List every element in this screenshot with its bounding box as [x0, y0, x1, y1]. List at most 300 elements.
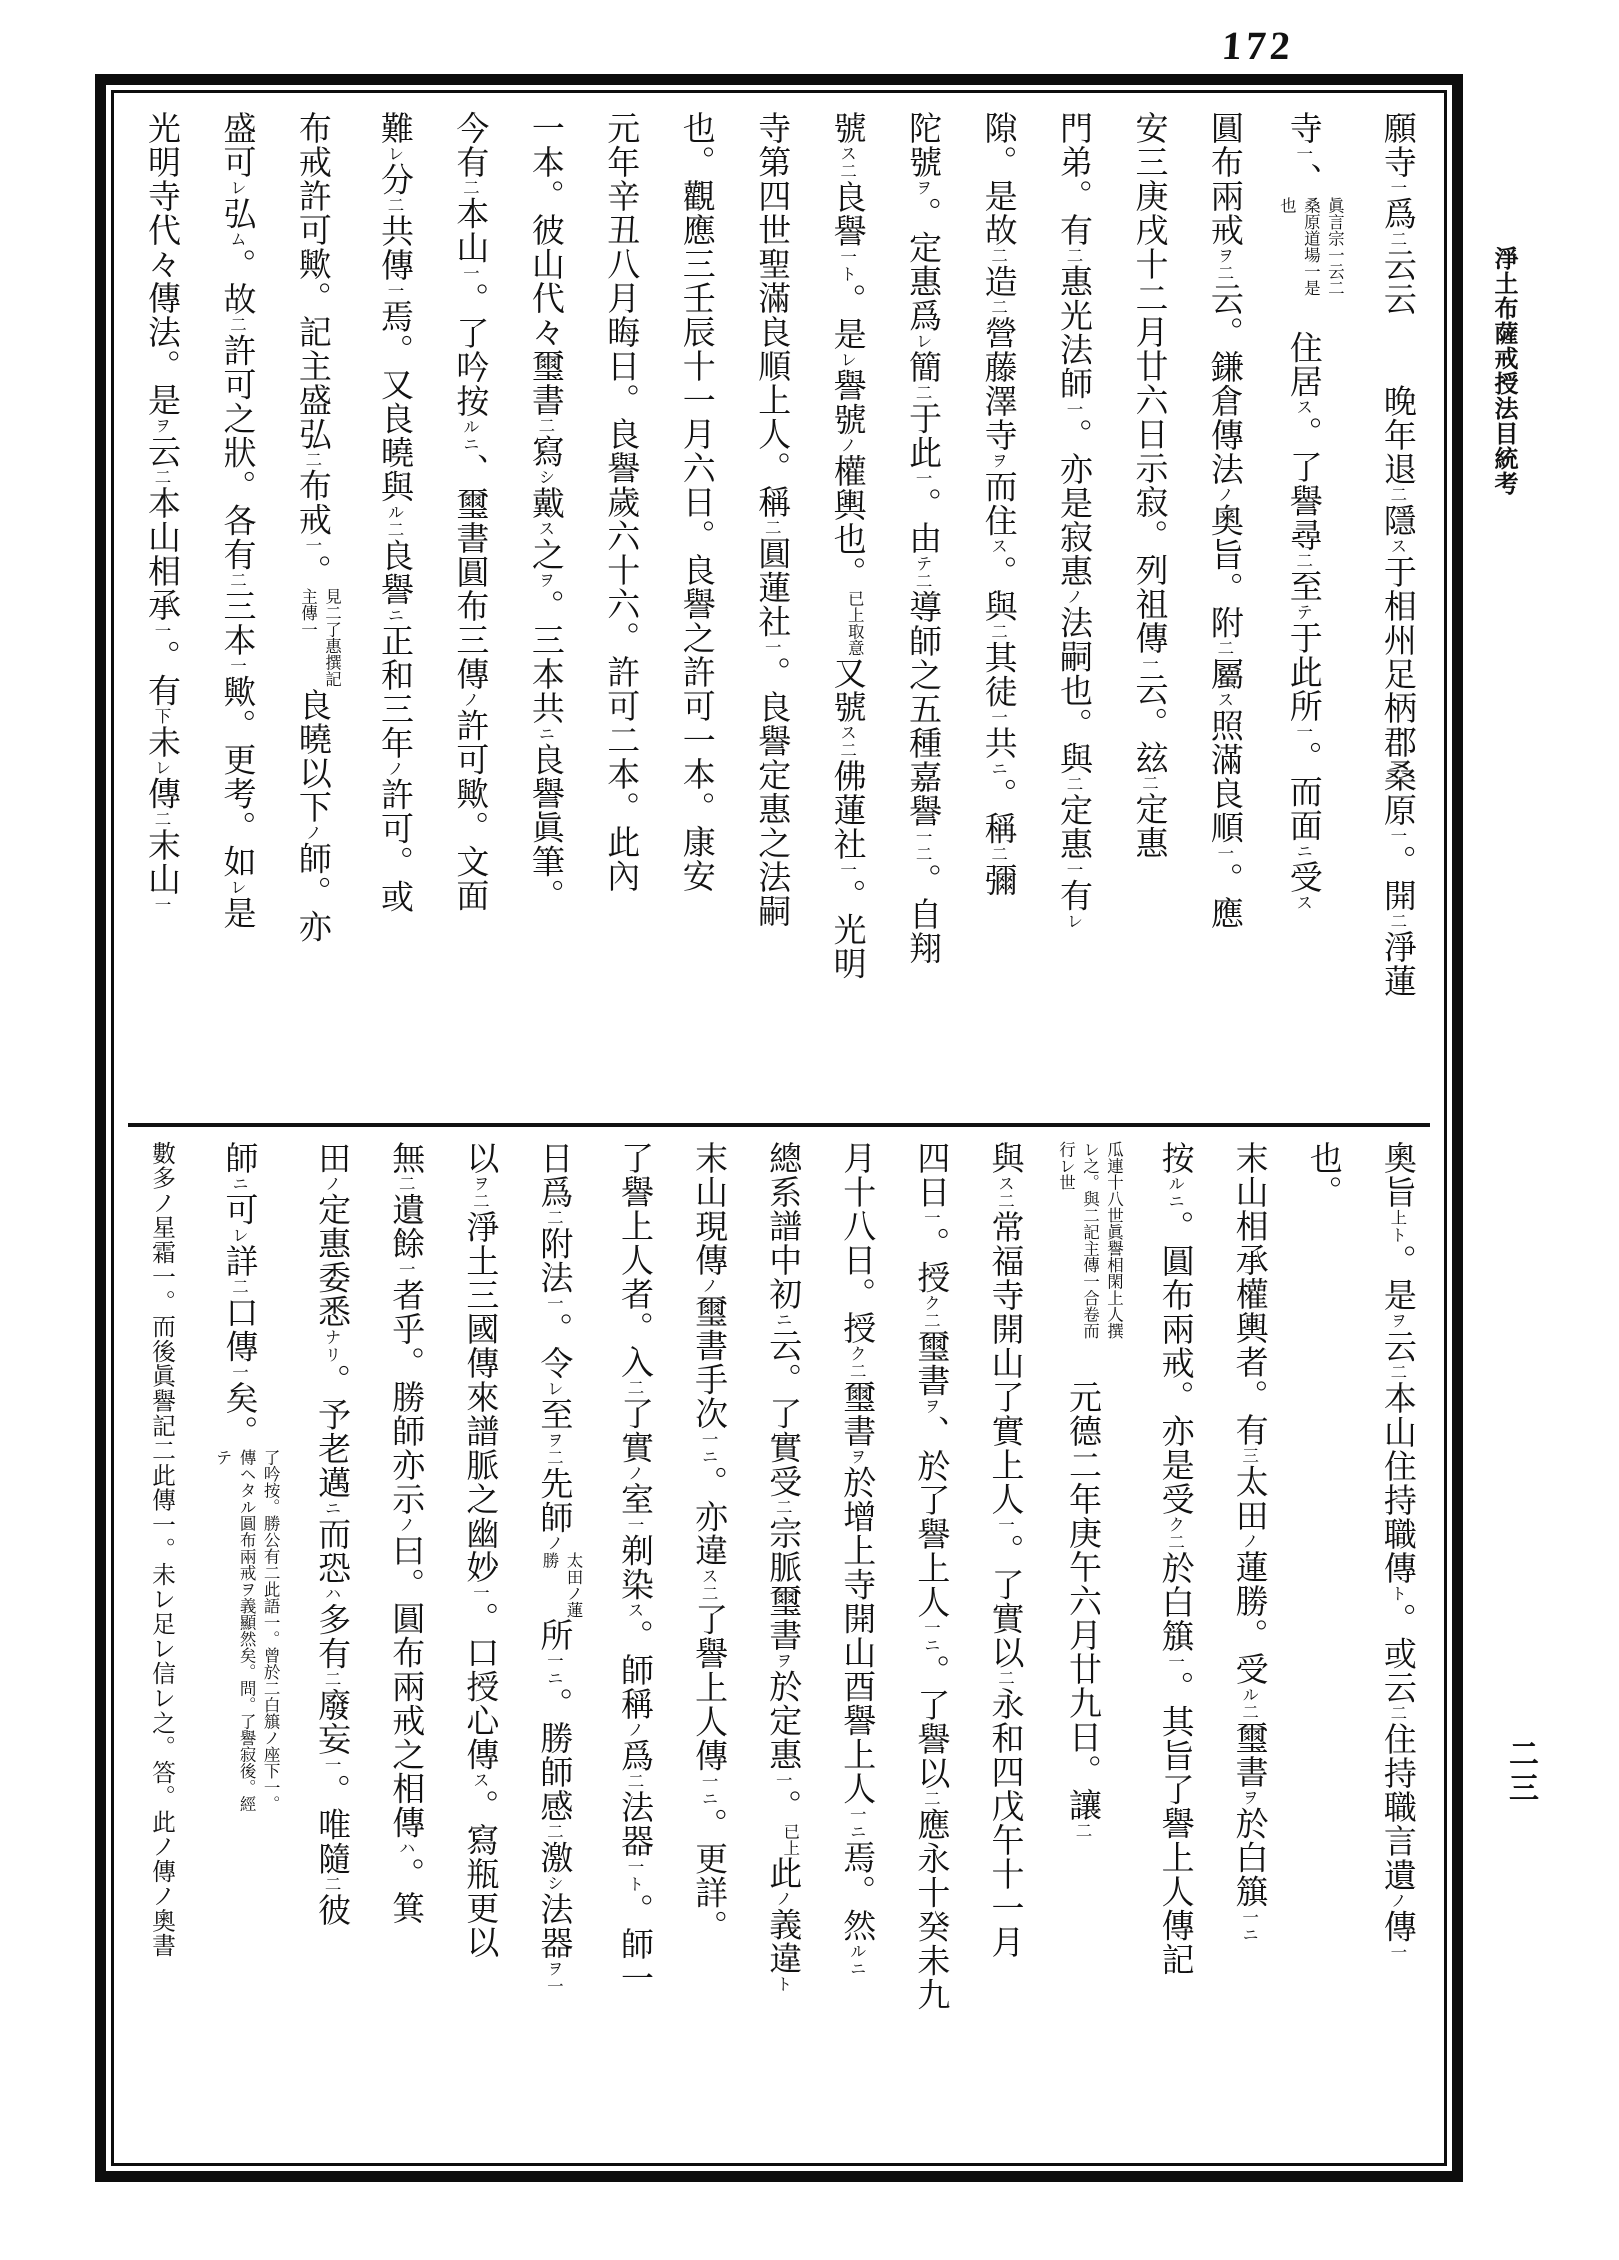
- kaeriten-mark: 二: [384, 521, 404, 539]
- column-text: 爲: [1378, 196, 1415, 231]
- kaeriten-mark: 二: [1239, 1703, 1259, 1721]
- column-text: 三本: [218, 589, 255, 657]
- kaeriten-mark: ニ: [988, 760, 1008, 778]
- column-text: 今有: [451, 111, 488, 179]
- column-text: 弘: [218, 196, 255, 231]
- text-column: [671, 111, 721, 1117]
- column-text: 淨土三國傳來譜脈之幽妙: [461, 1210, 498, 1584]
- column-text: 應永十癸未九: [912, 1807, 949, 2012]
- column-text: 于相州足柄郡桑原: [1378, 555, 1415, 827]
- text-column: [136, 1141, 186, 2169]
- column-text: 云: [1378, 1329, 1415, 1364]
- kaeriten-mark: ヲ: [913, 179, 933, 197]
- column-text: 受: [1284, 860, 1321, 894]
- kaeriten-mark: ル: [1239, 1686, 1259, 1704]
- kaeriten-mark: 二: [913, 845, 933, 863]
- kaeriten-mark: ヲ: [921, 1397, 941, 1415]
- column-text: 。而面: [1284, 740, 1321, 843]
- kaeriten-mark: 一: [913, 828, 933, 846]
- kaeriten-mark: 二: [921, 1312, 941, 1330]
- column-text: 法器: [535, 1892, 572, 1960]
- kaeriten-mark: ス: [1214, 691, 1234, 709]
- kaeriten-mark: ニ: [229, 1175, 249, 1193]
- kaeriten-mark: 二: [384, 196, 404, 214]
- column-text: 定惠: [1055, 793, 1092, 861]
- text-column: [444, 111, 494, 1117]
- column-text: 田: [313, 1141, 350, 1175]
- kaeriten-mark: ヲ: [773, 1652, 793, 1670]
- kaeriten-mark: ノ: [1387, 1892, 1407, 1910]
- kaeriten-mark: ルニ: [847, 1942, 867, 1978]
- kaeriten-mark: シ: [535, 468, 555, 486]
- column-text: 。是: [1378, 1244, 1415, 1312]
- column-text: 安三庚戌十二月廿六日示寂。列祖傳: [1130, 111, 1167, 655]
- column-text: 云。鎌倉傳法: [1205, 282, 1242, 486]
- kaeriten-mark: ノ: [1064, 588, 1084, 606]
- kaeriten-mark: 一: [625, 1858, 645, 1876]
- column-text: 太田: [1230, 1464, 1267, 1533]
- kaeriten-mark: 二: [762, 519, 782, 537]
- column-text: 也。觀應三壬辰十一月六日。良譽之許可一本。康安: [677, 111, 714, 893]
- kaeriten-mark: 一: [1387, 179, 1407, 197]
- kaeriten-mark: ス: [1293, 398, 1313, 416]
- column-text: 布戒: [293, 468, 330, 537]
- kaeriten-mark: 一: [1139, 655, 1159, 673]
- kaeriten-mark: 二: [988, 623, 1008, 641]
- column-text: 良曉以下: [293, 688, 330, 824]
- kaeriten-mark: ナリ: [322, 1328, 342, 1364]
- kaeriten-mark: 一: [773, 1771, 793, 1789]
- kaeriten-mark: ハ: [322, 1585, 342, 1603]
- column-text: 法器: [616, 1790, 653, 1858]
- column-text: 。應: [1205, 862, 1242, 930]
- kaeriten-mark: ルニ: [460, 418, 480, 453]
- kaeriten-mark: 二: [1387, 912, 1407, 930]
- kaeriten-mark: 一: [625, 1516, 645, 1534]
- column-text: 本山相承: [143, 486, 179, 622]
- kaeriten-mark: ノ: [773, 1890, 793, 1908]
- kaeriten-mark: ニ: [1239, 1926, 1259, 1944]
- column-text: 未: [143, 725, 179, 759]
- kaeriten-mark: 一: [302, 536, 322, 554]
- kaeriten-mark: レ: [384, 145, 404, 163]
- warichu-note: 眞言宗一云二桑原道場一是也: [1277, 196, 1345, 296]
- kaeriten-mark: 二: [625, 1772, 645, 1790]
- kaeriten-mark: ノ: [384, 760, 404, 778]
- column-text: 隙。是故: [979, 111, 1016, 247]
- column-text: 矣。: [220, 1381, 257, 1449]
- column-text: 許可。或: [375, 777, 412, 914]
- text-column: [822, 111, 872, 1117]
- column-text: 爲: [616, 1738, 653, 1773]
- column-text: 。有: [143, 639, 179, 708]
- kaeriten-mark: 二: [1214, 639, 1234, 657]
- kaeriten-mark: 一: [837, 861, 857, 879]
- kaeriten-mark: ニ: [535, 725, 555, 743]
- column-text: 剃染: [616, 1533, 653, 1602]
- kaeriten-mark: 二: [1387, 230, 1407, 248]
- kaeriten-mark: 一: [229, 1363, 249, 1381]
- kaeriten-mark: 二: [913, 384, 933, 402]
- text-column: [369, 111, 419, 1117]
- column-text: 激: [535, 1840, 572, 1875]
- kaeriten-mark: 一: [544, 1652, 564, 1670]
- column-text: 一本。彼山代々璽書: [526, 111, 563, 417]
- kaeriten-mark: ス: [1387, 537, 1407, 555]
- column-text: 營藤澤寺: [979, 316, 1016, 452]
- column-text: 於白簱: [1156, 1551, 1193, 1653]
- column-text: 。或云: [1378, 1602, 1415, 1705]
- column-text: 奧旨: [1378, 1141, 1415, 1209]
- column-text: 多有: [313, 1602, 350, 1671]
- kaeriten-mark: ニ: [847, 1823, 867, 1841]
- text-column: [979, 1141, 1029, 2169]
- kaeriten-mark: ルニ: [1165, 1175, 1185, 1210]
- kaeriten-mark: シ: [544, 1874, 564, 1892]
- warichu-note: 已上取意: [845, 590, 865, 656]
- column-text: 歟。更考。如: [218, 674, 255, 879]
- column-text: 是: [218, 896, 255, 930]
- kaeriten-mark: 一: [1165, 1653, 1185, 1671]
- text-column: [1224, 1141, 1274, 2169]
- column-text: 。稱: [979, 777, 1016, 846]
- text-column: [683, 1141, 733, 2169]
- column-text: 。光明: [828, 878, 865, 981]
- kaeriten-mark: ト: [625, 1875, 645, 1893]
- kaeriten-mark: レ: [1064, 912, 1084, 930]
- kaeriten-mark: ヲ: [152, 417, 171, 435]
- column-text: 廢妄: [313, 1688, 350, 1756]
- kaeriten-mark: ニ: [699, 1790, 719, 1808]
- column-text: 、於了譽上人: [912, 1415, 949, 1619]
- kaeriten-mark: ノ: [302, 824, 322, 842]
- column-text: 義違: [764, 1907, 801, 1976]
- column-text: 云云 晚年退: [1378, 248, 1415, 486]
- text-column: [595, 111, 645, 1117]
- kaeriten-mark: テ: [913, 555, 933, 573]
- column-text: 良譽: [375, 538, 412, 607]
- kaeriten-mark: ス: [535, 520, 555, 538]
- column-text: 良譽眞筆。: [526, 742, 563, 913]
- column-text: 。其旨了譽上人傳記: [1156, 1670, 1193, 1977]
- column-text: 陀號: [904, 111, 941, 179]
- kaeriten-mark: ノ: [544, 1534, 564, 1552]
- kaeriten-mark: 二: [535, 417, 555, 435]
- warichu-note: 見二了惠撰記主傳一: [298, 588, 342, 687]
- kaeriten-mark: 一: [1239, 1908, 1259, 1926]
- kaeriten-mark: 二: [988, 247, 1008, 265]
- kaeriten-mark: 下: [152, 707, 171, 725]
- column-text: 之: [526, 537, 563, 572]
- column-text: 奧旨。附: [1205, 503, 1242, 640]
- column-text: 總系譜中初: [764, 1141, 801, 1311]
- column-text: 者乎。勝師亦示: [387, 1278, 424, 1516]
- kaeriten-mark: ノ: [460, 691, 480, 709]
- kaeriten-mark: 二: [699, 1585, 719, 1603]
- kaeriten-mark: 一: [544, 1977, 564, 1995]
- kaeriten-mark: 二: [1293, 552, 1313, 570]
- column-text: 云。了實受: [764, 1328, 801, 1499]
- column-text: 寫: [526, 434, 563, 469]
- column-text: 難: [375, 111, 412, 145]
- kaeriten-mark: ク: [1165, 1516, 1185, 1534]
- page-frame-inner: [111, 90, 1447, 2166]
- column-text: 璽書: [1230, 1721, 1267, 1789]
- kaeriten-mark: 一: [152, 896, 171, 914]
- column-text: 了譽上人者。入: [616, 1141, 653, 1379]
- column-text: 璽書: [912, 1329, 949, 1398]
- kaeriten-mark: 二: [544, 1823, 564, 1841]
- kaeriten-mark: ク: [847, 1345, 867, 1363]
- column-text: 所: [535, 1618, 572, 1652]
- kaeriten-mark: 二: [227, 571, 247, 589]
- column-text: 至: [1284, 569, 1321, 604]
- kaeriten-mark: ス: [837, 145, 857, 163]
- kaeriten-mark: ト: [773, 1975, 793, 1993]
- kaeriten-mark: ス: [625, 1601, 645, 1619]
- column-text: 璽書: [838, 1380, 875, 1448]
- warichu-note: 已上: [780, 1823, 800, 1856]
- page-number: 172: [1220, 23, 1296, 68]
- column-text: 。良譽定惠之法嗣: [753, 656, 790, 928]
- kaeriten-mark: 一: [1293, 145, 1313, 163]
- column-text: 也。: [1304, 1141, 1341, 1209]
- top-register: [128, 93, 1430, 1123]
- kaeriten-mark: 二: [988, 298, 1008, 316]
- column-text: 元德二年庚午六月廿九日。讓: [1063, 1346, 1100, 1822]
- column-text: 。師稱: [616, 1619, 653, 1721]
- column-text: 。了譽尋: [1284, 416, 1321, 552]
- kaeriten-mark: 二: [921, 1790, 941, 1808]
- column-text: 按: [1156, 1141, 1193, 1175]
- column-text: 。予老邁: [313, 1363, 350, 1500]
- text-column: [757, 1141, 807, 2169]
- kaeriten-mark: ヲ: [470, 1175, 490, 1193]
- kaeriten-mark: ス: [837, 724, 857, 742]
- kaeriten-mark: レ: [227, 878, 247, 896]
- column-text: 于此所: [1284, 621, 1321, 723]
- kaeriten-mark: 二: [229, 1278, 249, 1296]
- column-text: 以: [461, 1141, 498, 1175]
- column-text: 戴: [526, 486, 563, 520]
- kaeriten-mark: レ: [544, 1380, 564, 1398]
- kaeriten-mark: ノ: [837, 436, 857, 454]
- column-text: 月十八日。授: [838, 1141, 875, 1345]
- column-text: 門弟。有: [1055, 111, 1092, 247]
- kaeriten-mark: 二: [988, 845, 1008, 863]
- text-column: [380, 1141, 430, 2169]
- column-text: 而恐: [313, 1517, 350, 1585]
- column-text: 許可之狀。各有: [218, 333, 255, 572]
- kaeriten-mark: ハ: [396, 1839, 416, 1857]
- column-text: 盛可: [218, 111, 255, 179]
- kaeriten-mark: 二: [322, 1670, 342, 1688]
- kaeriten-mark: ト: [837, 265, 857, 283]
- kaeriten-mark: 一: [699, 1430, 719, 1448]
- column-text: 彼: [313, 1893, 350, 1927]
- kaeriten-mark: 二: [837, 741, 857, 759]
- column-text: 良譽: [828, 180, 865, 248]
- kaeriten-mark: 一: [699, 1772, 719, 1790]
- column-text: 師。亦: [293, 841, 330, 944]
- kaeriten-mark: 二: [1064, 775, 1084, 793]
- text-column: [746, 111, 796, 1117]
- column-text: 無: [387, 1141, 424, 1175]
- column-text: 本山住持職傳: [1378, 1381, 1415, 1585]
- kaeriten-mark: ス: [988, 537, 1008, 555]
- column-text: 權輿也。: [828, 454, 865, 590]
- kaeriten-mark: 二: [995, 1669, 1015, 1687]
- kaeriten-mark: 二: [1139, 774, 1159, 792]
- kaeriten-mark: ス: [470, 1771, 490, 1789]
- text-column: [210, 1141, 282, 2169]
- kaeriten-mark: 一: [762, 638, 782, 656]
- kaeriten-mark: 二: [1387, 1704, 1407, 1722]
- column-text: 。是: [828, 283, 865, 351]
- column-text: 分: [375, 162, 412, 197]
- column-text: 。了譽以: [912, 1654, 949, 1790]
- kaeriten-mark: ヲ: [1239, 1789, 1259, 1807]
- kaeriten-mark: レ: [229, 1226, 249, 1244]
- bottom-register: [128, 1123, 1430, 2175]
- kaeriten-mark: ニ: [384, 606, 404, 624]
- kaeriten-mark: レ: [837, 351, 857, 369]
- text-column: [831, 1141, 881, 2169]
- column-text: 。師一: [616, 1893, 653, 1995]
- column-text: 法嗣也。與: [1055, 605, 1092, 776]
- column-text: 隱: [1378, 503, 1415, 538]
- leaf-number: 二三: [1504, 1738, 1537, 1806]
- kaeriten-mark: ヲ: [1214, 247, 1234, 265]
- column-text: 。開: [1378, 844, 1415, 913]
- column-text: 。亦是寂惠: [1055, 418, 1092, 588]
- kaeriten-mark: ニ: [544, 1669, 564, 1687]
- warichu-note: 瓜連十八世眞譽相閑上人撰レ之。與二記主傳一合卷而行レ世: [1056, 1141, 1124, 1339]
- column-text: 共傳: [375, 214, 412, 282]
- text-column: [897, 111, 947, 1117]
- kaeriten-mark: 二: [1387, 1363, 1407, 1381]
- kaeriten-mark: 一: [227, 657, 247, 675]
- column-text: 了實: [616, 1396, 653, 1465]
- column-text: 。亦違: [690, 1465, 727, 1568]
- kaeriten-mark: 二: [1214, 264, 1234, 282]
- column-text: 焉。又良曉與: [375, 299, 412, 504]
- column-text: 、: [1284, 162, 1321, 197]
- kaeriten-mark: 一: [544, 1294, 564, 1312]
- column-text: 詳: [220, 1244, 257, 1278]
- column-text: 四日: [912, 1141, 949, 1209]
- kaeriten-mark: 二: [460, 179, 480, 197]
- text-column: [454, 1141, 504, 2169]
- kaeriten-mark: ノ: [1214, 486, 1234, 504]
- column-text: 師: [220, 1141, 257, 1175]
- kaeriten-mark: ノ: [1239, 1532, 1259, 1550]
- column-text: 佛蓮社: [828, 759, 865, 861]
- column-text: 惠光法師: [1055, 264, 1092, 401]
- kaeriten-mark: 二: [152, 468, 171, 486]
- column-text: 口傳: [220, 1295, 257, 1364]
- kaeriten-mark: ク: [921, 1294, 941, 1312]
- kaeriten-mark: レ: [227, 179, 247, 197]
- column-text: 。箕: [387, 1857, 424, 1925]
- column-text: 了譽上人傳: [690, 1602, 727, 1773]
- page-frame: [95, 74, 1463, 2182]
- kaeriten-mark: ト: [1387, 1226, 1407, 1244]
- kaeriten-mark: 二: [544, 1449, 564, 1467]
- column-text: 。: [293, 554, 330, 588]
- kaeriten-mark: ノ: [396, 1516, 416, 1534]
- column-text: 常福寺開山了實上人: [986, 1210, 1023, 1516]
- kaeriten-mark: ヲ: [988, 452, 1008, 470]
- kaeriten-mark: ヲ: [535, 571, 555, 589]
- kaeriten-mark: 二: [227, 316, 247, 334]
- warichu-note: 了吟按。勝公有二此語一。曾於二白簱ノ座下一。傳ヘタル圓布兩戒ヲ義顯然矣。問。了譽寂後。經テ: [213, 1449, 281, 1812]
- column-text: 、璽書圓布三傳: [451, 453, 488, 691]
- kaeriten-mark: 二: [773, 1498, 793, 1516]
- text-column: [905, 1141, 955, 2169]
- column-text: 。與: [979, 555, 1016, 623]
- column-text: 焉。然: [838, 1840, 875, 1943]
- text-column: [1274, 111, 1346, 1117]
- kaeriten-mark: ス: [1293, 894, 1313, 912]
- column-text: 云: [143, 434, 179, 469]
- column-text: 圓布兩戒: [1205, 111, 1242, 247]
- text-column: [1199, 111, 1249, 1117]
- kaeriten-mark: 一: [995, 1516, 1015, 1534]
- column-text: 定惠: [1130, 792, 1167, 860]
- kaeriten-mark: ニ: [921, 1636, 941, 1654]
- column-text: 此: [764, 1856, 801, 1890]
- kaeriten-mark: 二: [1165, 1533, 1185, 1551]
- column-text: 有: [1055, 878, 1092, 913]
- text-column: [973, 111, 1023, 1117]
- kaeriten-mark: テ: [1293, 603, 1313, 621]
- column-text: 曰。圓布兩戒之相傳: [387, 1533, 424, 1840]
- kaeriten-mark: 一: [1387, 827, 1407, 845]
- column-text: 日爲: [535, 1141, 572, 1209]
- column-text: 數多ノ星霜一。而後眞譽記二此傳一。未レ足レ信レ之。答。此ノ傳ノ奧書: [148, 1141, 174, 1959]
- column-text: 室: [616, 1482, 653, 1516]
- kaeriten-mark: 一: [988, 708, 1008, 726]
- column-text: 。了實以: [986, 1533, 1023, 1670]
- column-text: 寺: [1284, 111, 1321, 145]
- text-column: [520, 111, 570, 1117]
- kaeriten-mark: ニ: [699, 1448, 719, 1466]
- column-text: 導師之五種嘉譽: [904, 590, 941, 828]
- column-text: 璽書手次: [690, 1294, 727, 1431]
- column-text: 。了吟按: [451, 282, 488, 418]
- column-text: 云。玆: [1130, 672, 1167, 775]
- column-text: 。唯隨: [313, 1773, 350, 1876]
- kaeriten-mark: 二: [302, 451, 322, 469]
- kaeriten-mark: 二: [913, 572, 933, 590]
- kaeriten-mark: 二: [1072, 1822, 1092, 1840]
- column-text: 。由: [904, 487, 941, 555]
- kaeriten-mark: ヲ: [544, 1960, 564, 1978]
- column-text: 于此: [904, 401, 941, 470]
- column-text: 。圓布兩戒。亦是受: [1156, 1210, 1193, 1516]
- kaeriten-mark: 二: [1387, 486, 1407, 504]
- text-column: [1298, 1141, 1348, 2169]
- kaeriten-mark: ト: [1387, 1585, 1407, 1603]
- column-text: 又號: [828, 656, 865, 724]
- kaeriten-mark: 一: [152, 622, 171, 640]
- column-text: 。令: [535, 1312, 572, 1380]
- text-column: [1054, 1141, 1126, 2169]
- column-text: 宗脈璽書: [764, 1516, 801, 1652]
- kaeriten-mark: ヲ: [847, 1448, 867, 1466]
- text-column: [1123, 111, 1173, 1117]
